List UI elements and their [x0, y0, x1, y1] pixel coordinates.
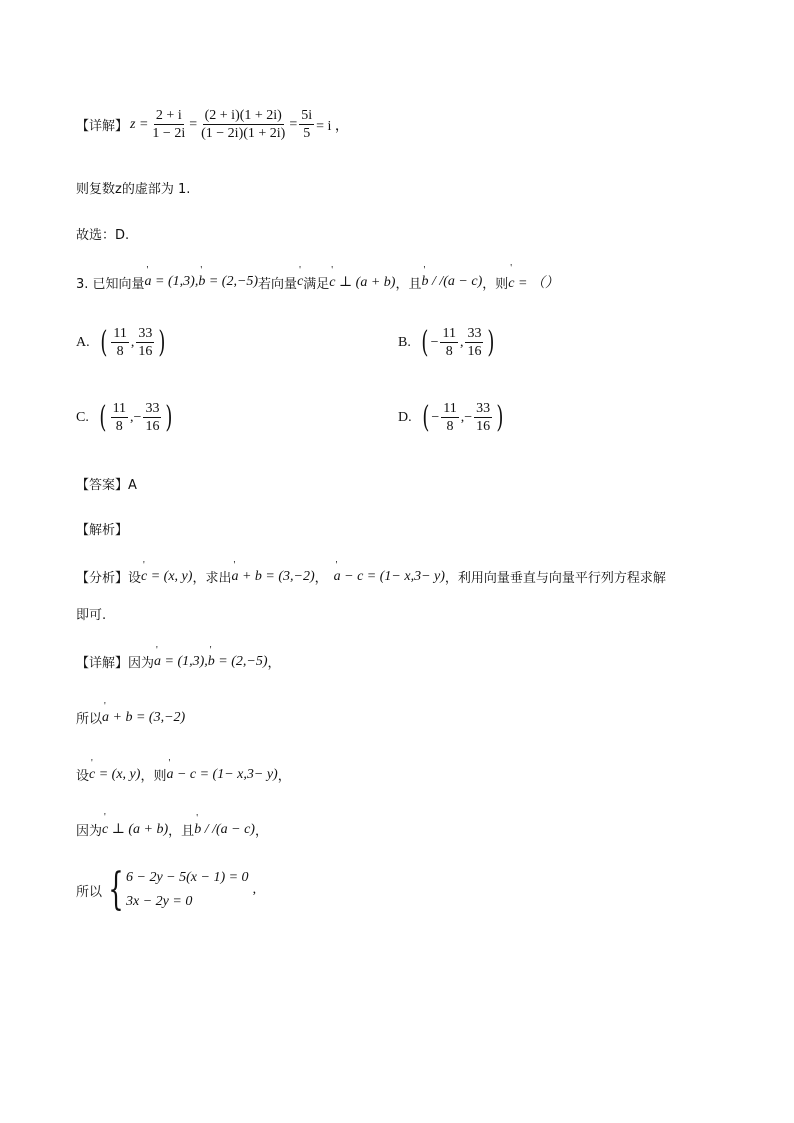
- equals-sign: =: [289, 116, 298, 132]
- fraction-2: [199, 108, 287, 141]
- option-b-sign-1: −: [430, 334, 439, 350]
- equation-system: [126, 866, 249, 914]
- step-1: [76, 708, 185, 727]
- fraction-1: [150, 108, 187, 141]
- option-a-den-1: 8: [116, 344, 124, 359]
- step-3-tail: ，: [254, 824, 268, 839]
- question-3-blank: ' c = （）: [508, 272, 559, 292]
- analysis-text-1: ，求出: [192, 571, 232, 586]
- analysis-heading: 【解析】: [76, 523, 129, 538]
- vector-b-def: ' b = (2,−5): [198, 274, 258, 290]
- paren-right: ): [158, 324, 166, 360]
- question-3-text-3: 满足: [303, 276, 330, 292]
- step-2: [76, 765, 291, 784]
- paren-right: ): [487, 324, 495, 360]
- step-3-mid: ，且: [168, 824, 195, 839]
- option-d-den-2: 16: [476, 419, 491, 434]
- option-c-den-2: 16: [145, 419, 160, 434]
- fraction-3-denominator: 5: [303, 126, 311, 141]
- option-d-label: D.: [398, 409, 412, 425]
- step-3-perp: ' c ⊥ (a + b): [102, 821, 168, 838]
- comma: ,: [459, 334, 464, 350]
- paren-left: (: [421, 399, 429, 435]
- option-c-num-2: 33: [145, 401, 160, 416]
- step-3-prefix: 因为: [76, 824, 103, 839]
- option-b-den-2: 16: [467, 344, 482, 359]
- option-d[interactable]: [398, 401, 506, 434]
- paren-left: (: [99, 399, 107, 435]
- step-2-c-def: ' c = (x, y): [89, 767, 140, 783]
- option-a-label: A.: [76, 334, 90, 350]
- step-2-tail: ，: [277, 769, 291, 784]
- fraction-2-numerator: (2 + i)(1 + 2i): [204, 108, 282, 123]
- option-c-sign-2: −: [133, 409, 142, 425]
- sum-a-b: ' a + b = (3,−2): [231, 569, 314, 585]
- option-d-sign-2: −: [464, 409, 473, 425]
- fraction-3-numerator: 5i: [301, 108, 313, 123]
- perp-condition: ' c ⊥ (a + b): [329, 274, 395, 291]
- option-b-label: B.: [398, 334, 411, 350]
- option-d-num-2: 33: [476, 401, 491, 416]
- question-3-text-5: ，则: [482, 276, 509, 292]
- comma: ,: [460, 409, 465, 425]
- option-b-num-2: 33: [467, 326, 482, 341]
- vector-a-def-2: ' a = (1,3),: [154, 654, 208, 670]
- analysis-line: [76, 567, 666, 586]
- step-2-equation: ' a − c = (1− x,3− y): [166, 767, 277, 783]
- vector-a-def: ' a = (1,3),: [145, 274, 199, 290]
- comma: ,: [130, 409, 134, 425]
- step-1-equation: ' a + b = (3,−2): [102, 710, 185, 726]
- equation-1: 6 − 2y − 5(x − 1) = 0: [126, 870, 249, 885]
- fraction-3: [299, 108, 314, 141]
- comma: ,: [130, 334, 135, 350]
- option-a-num-1: 11: [113, 326, 127, 341]
- equals-sign: =: [189, 116, 198, 132]
- option-a[interactable]: [76, 326, 168, 359]
- imaginary-part-line: 则复数z的虚部为 1.: [76, 182, 191, 197]
- question-3: [76, 272, 559, 292]
- option-c[interactable]: [76, 401, 175, 434]
- option-a-num-2: 33: [138, 326, 153, 341]
- parallel-condition: ' b / /(a − c): [421, 274, 482, 290]
- option-a-den-2: 16: [138, 344, 153, 359]
- paren-left: (: [99, 324, 107, 360]
- detail-label: 【详解】: [76, 119, 129, 134]
- left-brace: {: [108, 864, 124, 915]
- paren-right: ): [496, 399, 504, 435]
- paren-right: ): [165, 399, 173, 435]
- diff-a-c: ' a − c = (1− x,3− y): [334, 569, 445, 585]
- equation-2: 3x − 2y = 0: [126, 894, 193, 909]
- choice-line: 故选：D.: [76, 228, 130, 243]
- option-d-sign-1: −: [431, 409, 440, 425]
- step-3-parallel: ' b / /(a − c): [194, 822, 255, 838]
- step-4-prefix: 所以: [76, 884, 103, 900]
- analysis-text-3: ，利用向量垂直与向量平行列方程求解: [444, 571, 666, 586]
- question-3-intro: 3. 已知向量: [76, 276, 145, 292]
- option-b-den-1: 8: [445, 344, 453, 359]
- question-3-text-4: ，且: [395, 276, 422, 292]
- paren-left: (: [421, 324, 429, 360]
- analysis-text-2: ，: [314, 571, 328, 586]
- vector-c: ' c: [297, 274, 303, 290]
- option-b[interactable]: [398, 326, 497, 359]
- detail-because-tail: ，: [267, 656, 281, 671]
- fraction-1-denominator: 1 − 2i: [152, 126, 186, 141]
- option-c-num-1: 11: [112, 401, 127, 416]
- z-equals: z =: [130, 116, 149, 132]
- detail-because-label: 【详解】因为: [76, 656, 155, 671]
- step-4-tail: ,: [252, 882, 257, 897]
- option-b-num-1: 11: [442, 326, 456, 341]
- option-c-label: C.: [76, 409, 89, 425]
- fraction-2-denominator: (1 − 2i)(1 + 2i): [201, 126, 286, 141]
- vector-b-def-2: ' b = (2,−5): [208, 654, 268, 670]
- option-d-num-1: 11: [443, 401, 457, 416]
- analysis-line-2: 即可.: [76, 608, 107, 623]
- step-1-prefix: 所以: [76, 712, 103, 727]
- detail-line-1: [76, 108, 349, 141]
- question-3-text-2: 若向量: [258, 276, 298, 292]
- step-3: [76, 820, 268, 839]
- option-c-den-1: 8: [115, 419, 123, 434]
- step-2-mid: ，则: [140, 769, 167, 784]
- line-1-tail: = i ，: [316, 118, 349, 134]
- fraction-1-numerator: 2 + i: [155, 108, 182, 123]
- analysis-label: 【分析】设: [76, 571, 142, 586]
- step-4: [76, 866, 256, 914]
- detail-because-line: [76, 652, 281, 671]
- answer-line: 【答案】A: [76, 478, 137, 493]
- option-d-den-1: 8: [446, 419, 454, 434]
- vector-c-def: ' c = (x, y): [141, 569, 192, 585]
- step-2-prefix: 设: [76, 769, 90, 784]
